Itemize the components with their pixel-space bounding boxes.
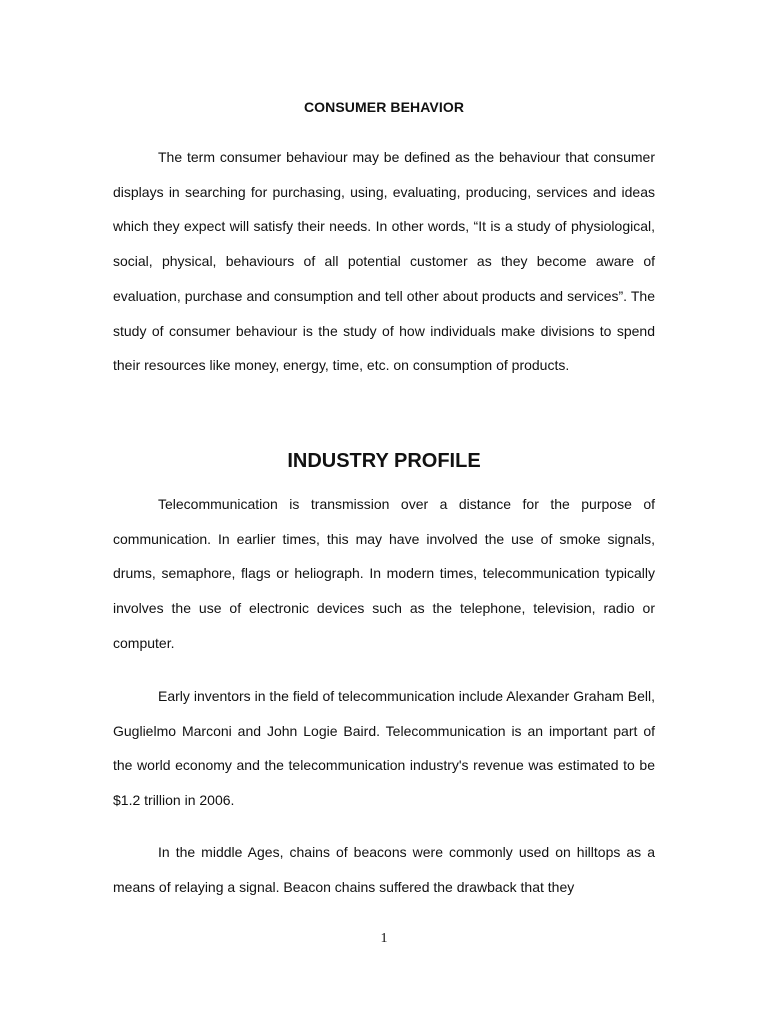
page-number: 1 [380,931,388,946]
paragraph-middle-ages-beacons: In the middle Ages, chains of beacons were commonly used on hilltops as a means of relaying a signal. Beacon chains suffered the drawback that they [113,844,655,895]
paragraph-early-inventors: Early inventors in the field of telecommunication include Alexander Graham Bell, Guglielmo Marconi and John Logie Baird. Telecommunication is an important part of the world economy and the telecommunication industry's revenue was estimated to be $1.2 trillion in 2006. [113,688,655,809]
section-title-industry-profile: INDUSTRY PROFILE [287,450,481,472]
paragraph-consumer-behavior: The term consumer behaviour may be defined as the behaviour that consumer displays in searching for purchasing, using, evaluating, producing, services and ideas which they expect will satisfy their needs. In other words, “It is a study of physiological, social, physical, behaviours of all potential customer as they become aware of evaluation, purchase and consumption and tell other about products and services”. The study of consumer behaviour is the study of how individuals make divisions to spend their resources like money, energy, time, etc. on consumption of products. [113,149,655,374]
section-title-consumer-behavior: CONSUMER BEHAVIOR [303,99,465,115]
paragraph-telecommunication-definition: Telecommunication is transmission over a distance for the purpose of communication. In earlier times, this may have involved the use of smoke signals, drums, semaphore, flags or heliograph. In modern times, telecommunication typically involves the use of electronic devices such as the telephone, television, radio or computer. [113,496,655,651]
